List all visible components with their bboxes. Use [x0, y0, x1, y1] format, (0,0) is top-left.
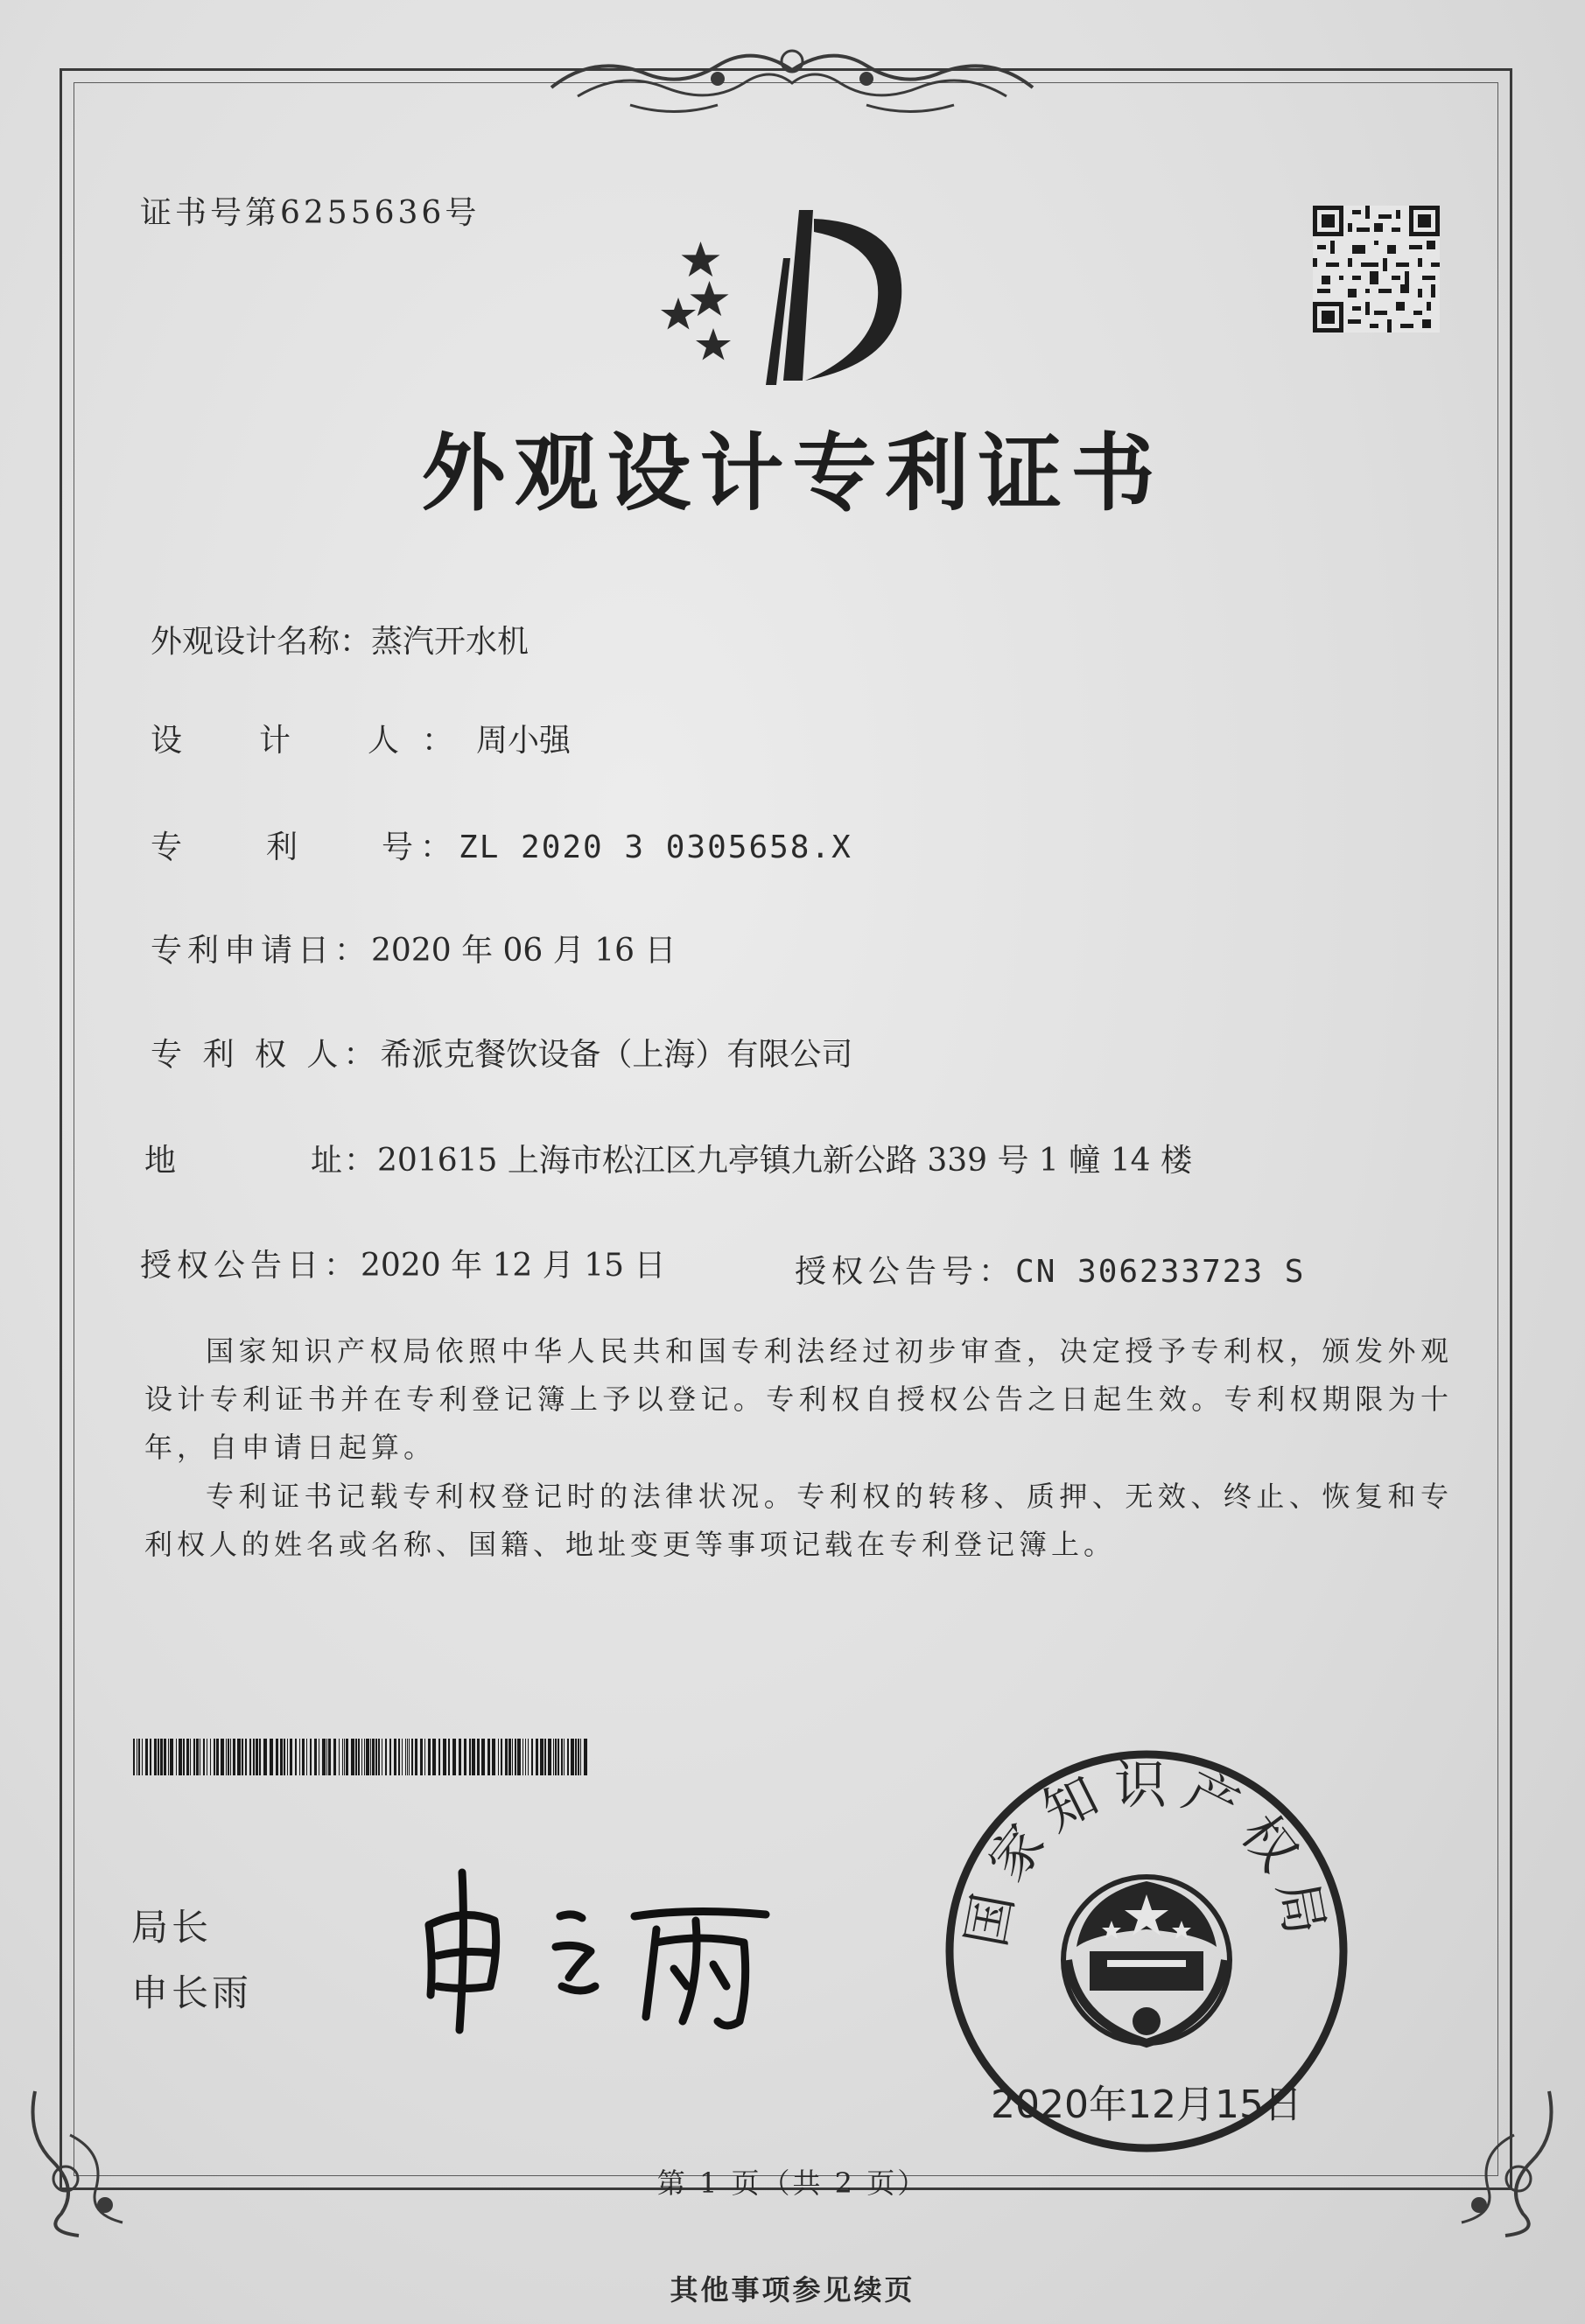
grant-number-value: CN 306233723 S	[1015, 1254, 1306, 1290]
top-ornament	[543, 35, 1041, 122]
seal-org-text: 国家知识产权局	[955, 1754, 1338, 1952]
address-value: 201615 上海市松江区九亭镇九新公路 339 号 1 幢 14 楼	[377, 1143, 1192, 1179]
cnipa-logo	[652, 206, 928, 394]
filing-date-value: 2020 年 06 月 16 日	[371, 933, 677, 969]
director-name: 申长雨	[131, 1971, 253, 2014]
national-emblem-icon	[1063, 1877, 1230, 2043]
body-paragraph-1: 国家知识产权局依照中华人民共和国专利法经过初步审查，决定授予专利权，颁发外观设计专利证书并在专利登记簿上予以登记。专利权自授权公告之日起生效。专利权期限为十年，自申请日起算。	[144, 1334, 1453, 1464]
seal-date: 2020年12月15日	[991, 2082, 1302, 2127]
filing-date-field	[151, 926, 676, 970]
patentee-label: 专 利 权 人：	[151, 1037, 381, 1073]
patent-number-field	[151, 822, 852, 867]
patent-number-label: 专 利 号：	[151, 830, 459, 865]
certificate-title: 外观设计专利证书	[421, 424, 1164, 522]
design-name-label: 外观设计名称：	[151, 624, 372, 660]
certificate-number: 证书号第6255636号	[140, 195, 480, 231]
design-name-field	[151, 617, 529, 662]
patentee-value: 希派克餐饮设备（上海）有限公司	[380, 1037, 853, 1073]
grant-number-label: 授权公告号：	[795, 1254, 1016, 1290]
qr-code	[1313, 206, 1440, 332]
patentee-field	[151, 1030, 852, 1074]
director-signature	[411, 1855, 788, 2048]
page-info: 第 1 页（共 2 页）	[656, 2166, 929, 2200]
continued-note: 其他事项参见续页	[670, 2273, 915, 2306]
grant-date-field	[140, 1241, 665, 1285]
designer-value: 周小强	[476, 723, 572, 759]
design-name-value: 蒸汽开水机	[371, 624, 530, 660]
grant-number-field	[795, 1247, 1305, 1292]
filing-date-label: 专利申请日：	[151, 933, 372, 969]
address-label: 地 址：	[144, 1143, 378, 1179]
body-paragraph-2: 专利证书记载专利权登记时的法律状况。专利权的转移、质押、无效、终止、恢复和专利权人的姓名或名称、国籍、地址变更等事项记载在专利登记簿上。	[144, 1480, 1453, 1561]
barcode	[133, 1739, 588, 1775]
patent-number-value: ZL 2020 3 0305658.X	[459, 830, 852, 865]
grant-date-label: 授权公告日：	[140, 1248, 361, 1284]
designer-field	[151, 716, 571, 760]
address-field	[144, 1136, 1192, 1180]
grant-date-value: 2020 年 12 月 15 日	[361, 1248, 666, 1284]
designer-label: 设 计 人：	[151, 723, 477, 759]
official-seal	[936, 1741, 1357, 2161]
director-title: 局长	[131, 1906, 213, 1949]
